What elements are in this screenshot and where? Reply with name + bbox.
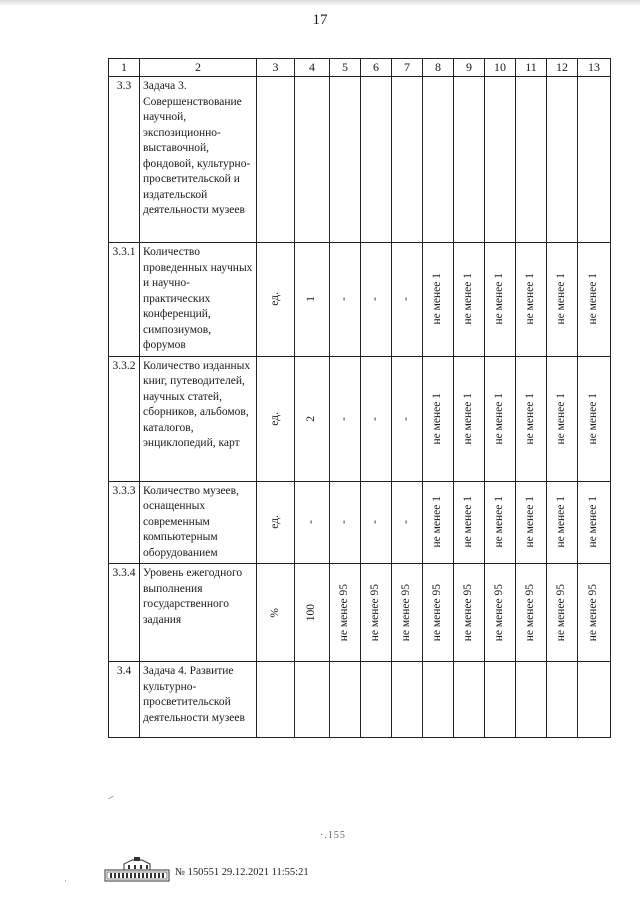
value-cell — [423, 662, 454, 738]
indicator-name: Уровень ежегодного выполнения государственного задания — [140, 564, 257, 662]
value-cell — [295, 564, 330, 662]
column-header: 10 — [485, 59, 516, 77]
value-text: не менее 95 — [400, 583, 413, 642]
value-cell — [295, 662, 330, 738]
column-header: 12 — [547, 59, 578, 77]
value-cell — [361, 662, 392, 738]
value-text: не менее 1 — [587, 392, 600, 445]
value-cell — [392, 564, 423, 662]
value-cell — [547, 356, 578, 481]
value-text: 1 — [305, 296, 318, 303]
value-cell — [361, 481, 392, 564]
value-text: не менее 1 — [431, 496, 444, 548]
value-cell — [485, 662, 516, 738]
value-text: 2 — [305, 415, 318, 422]
indicator-name: Количество проведенных научных и научно-практических конференций, симпозиумов, форумов — [140, 243, 257, 357]
indicator-name: Задача 4. Развитие культурно-просветительской деятельности музеев — [140, 662, 257, 738]
value-text: не менее 95 — [555, 583, 568, 642]
value-text: не менее 1 — [493, 392, 506, 445]
document-registration-id: № 150551 29.12.2021 11:55:21 — [175, 867, 309, 878]
value-text: не менее 1 — [431, 273, 444, 325]
value-text: - — [338, 416, 351, 421]
page-number: 17 — [312, 12, 328, 28]
value-cell — [516, 243, 547, 357]
column-header: 6 — [361, 59, 392, 77]
value-cell — [330, 77, 361, 243]
value-cell — [330, 356, 361, 481]
column-header: 5 — [330, 59, 361, 77]
value-cell — [516, 77, 547, 243]
value-cell — [578, 481, 611, 564]
value-cell — [330, 662, 361, 738]
column-header: 4 — [295, 59, 330, 77]
value-cell — [485, 356, 516, 481]
value-cell — [485, 77, 516, 243]
value-cell — [578, 662, 611, 738]
value-text: - — [400, 297, 413, 302]
value-text: не менее 95 — [431, 583, 444, 642]
value-text: - — [369, 416, 382, 421]
column-header: 8 — [423, 59, 454, 77]
value-cell — [516, 564, 547, 662]
value-cell — [330, 564, 361, 662]
value-cell — [454, 662, 485, 738]
column-header: 1 — [109, 59, 140, 77]
value-text: ед. — [268, 411, 281, 426]
value-cell — [516, 662, 547, 738]
value-cell — [257, 356, 295, 481]
value-cell — [423, 356, 454, 481]
value-text: - — [305, 520, 318, 525]
value-cell — [257, 481, 295, 564]
value-text: не менее 1 — [555, 273, 568, 325]
column-header: 13 — [578, 59, 611, 77]
value-cell — [392, 243, 423, 357]
value-text: 100 — [305, 603, 318, 622]
value-cell — [578, 356, 611, 481]
value-cell — [485, 243, 516, 357]
column-header: 9 — [454, 59, 485, 77]
value-text: не менее 1 — [524, 273, 537, 325]
value-text: - — [400, 416, 413, 421]
value-text: не менее 1 — [493, 273, 506, 325]
value-cell — [330, 243, 361, 357]
value-text: - — [338, 520, 351, 525]
value-cell — [423, 564, 454, 662]
value-cell — [547, 77, 578, 243]
value-cell — [547, 481, 578, 564]
value-text: не менее 1 — [587, 496, 600, 548]
value-text: ед. — [268, 515, 281, 530]
column-header: 3 — [257, 59, 295, 77]
table-row — [109, 662, 611, 738]
value-text: - — [369, 520, 382, 525]
scan-edge — [0, 0, 640, 6]
value-text: не менее 1 — [555, 392, 568, 445]
value-cell — [516, 481, 547, 564]
value-text: не менее 95 — [524, 583, 537, 642]
value-cell — [361, 243, 392, 357]
value-cell — [361, 356, 392, 481]
table-row — [109, 564, 611, 662]
value-text: % — [268, 607, 281, 618]
value-cell — [257, 77, 295, 243]
indicators-table — [108, 58, 611, 738]
value-text: не менее 1 — [462, 273, 475, 325]
value-cell — [516, 356, 547, 481]
value-cell — [392, 662, 423, 738]
column-header: 11 — [516, 59, 547, 77]
value-cell — [423, 77, 454, 243]
value-cell — [392, 481, 423, 564]
footer-mark: ·.155 — [320, 830, 346, 841]
value-text: не менее 95 — [369, 583, 382, 642]
value-cell — [361, 564, 392, 662]
value-cell — [392, 77, 423, 243]
table-row — [109, 77, 611, 243]
value-cell — [454, 564, 485, 662]
value-text: - — [369, 297, 382, 302]
value-text: - — [338, 297, 351, 302]
value-cell — [454, 481, 485, 564]
table-header-row — [109, 59, 611, 77]
value-text: не менее 1 — [431, 392, 444, 445]
column-header: 2 — [140, 59, 257, 77]
table-row — [109, 481, 611, 564]
value-cell — [578, 564, 611, 662]
value-cell — [330, 481, 361, 564]
value-cell — [578, 243, 611, 357]
value-cell — [295, 77, 330, 243]
value-cell — [454, 356, 485, 481]
value-cell — [295, 243, 330, 357]
table-row — [109, 243, 611, 357]
indicator-name: Количество музеев, оснащенных современным компьютерным оборудованием — [140, 481, 257, 564]
value-text: - — [400, 520, 413, 525]
value-text: не менее 95 — [493, 583, 506, 642]
value-cell — [578, 77, 611, 243]
value-cell — [547, 564, 578, 662]
building-stamp-icon — [104, 857, 170, 883]
value-text: не менее 1 — [462, 392, 475, 445]
row-number: 3.3.3 — [109, 481, 140, 564]
table-row — [109, 356, 611, 481]
value-text: не менее 95 — [462, 583, 475, 642]
value-cell — [485, 564, 516, 662]
value-text: не менее 1 — [462, 496, 475, 548]
value-cell — [257, 243, 295, 357]
scan-dot: · — [64, 876, 67, 886]
value-cell — [295, 356, 330, 481]
value-cell — [423, 481, 454, 564]
value-cell — [295, 481, 330, 564]
value-text: не менее 1 — [555, 496, 568, 548]
row-number: 3.3.4 — [109, 564, 140, 662]
value-cell — [423, 243, 454, 357]
value-cell — [454, 243, 485, 357]
value-text: ед. — [268, 292, 281, 307]
value-cell — [547, 243, 578, 357]
value-text: не менее 95 — [338, 583, 351, 642]
row-number: 3.3 — [109, 77, 140, 243]
column-header: 7 — [392, 59, 423, 77]
value-cell — [257, 564, 295, 662]
indicator-name: Количество изданных книг, путеводителей, научных статей, сборников, альбомов, каталогов, энциклопедий, карт — [140, 356, 257, 481]
value-text: не менее 1 — [524, 392, 537, 445]
value-cell — [257, 662, 295, 738]
value-text: не менее 1 — [587, 273, 600, 325]
row-number: 3.3.2 — [109, 356, 140, 481]
indicator-name: Задача 3. Совершенствование научной, экспозиционно-выставочной, фондовой, культурно-просветительской и издательской деятельности музеев — [140, 77, 257, 243]
row-number: 3.4 — [109, 662, 140, 738]
value-cell — [485, 481, 516, 564]
value-text: не менее 1 — [524, 496, 537, 548]
row-number: 3.3.1 — [109, 243, 140, 357]
value-text: не менее 1 — [493, 496, 506, 548]
value-cell — [454, 77, 485, 243]
value-cell — [547, 662, 578, 738]
value-text: не менее 95 — [587, 583, 600, 642]
scan-mark — [108, 796, 114, 800]
value-cell — [392, 356, 423, 481]
value-cell — [361, 77, 392, 243]
